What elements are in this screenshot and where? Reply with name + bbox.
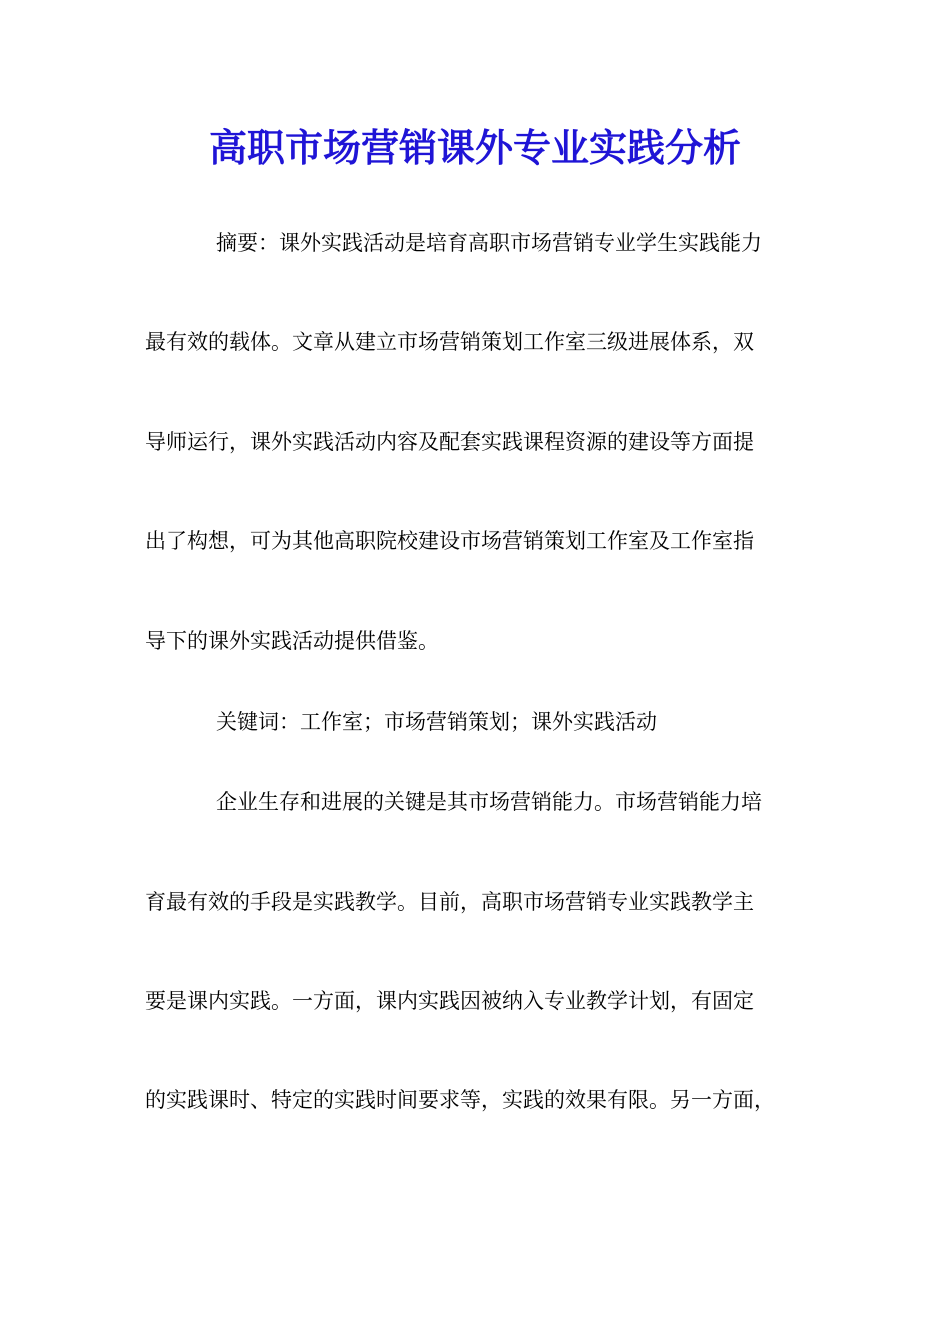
document-title: 高职市场营销课外专业实践分析 — [208, 125, 741, 170]
abstract-line-1: 摘要：课外实践活动是培育高职市场营销专业学生实践能力 — [216, 231, 762, 255]
body-line-1: 企业生存和进展的关键是其市场营销能力。市场营销能力培 — [216, 790, 762, 814]
abstract-line-5: 导下的课外实践活动提供借鉴。 — [145, 629, 439, 653]
keywords-line: 关键词：工作室；市场营销策划；课外实践活动 — [216, 710, 657, 734]
body-line-2: 育最有效的手段是实践教学。目前，高职市场营销专业实践教学主 — [145, 890, 754, 914]
abstract-line-4: 出了构想，可为其他高职院校建设市场营销策划工作室及工作室指 — [145, 529, 754, 553]
abstract-line-3: 导师运行，课外实践活动内容及配套实践课程资源的建设等方面提 — [145, 430, 754, 454]
body-line-4: 的实践课时、特定的实践时间要求等，实践的效果有限。另一方面， — [145, 1088, 775, 1112]
abstract-line-2: 最有效的载体。文章从建立市场营销策划工作室三级进展体系，双 — [145, 330, 754, 354]
body-line-3: 要是课内实践。一方面，课内实践因被纳入专业教学计划，有固定 — [145, 989, 754, 1013]
